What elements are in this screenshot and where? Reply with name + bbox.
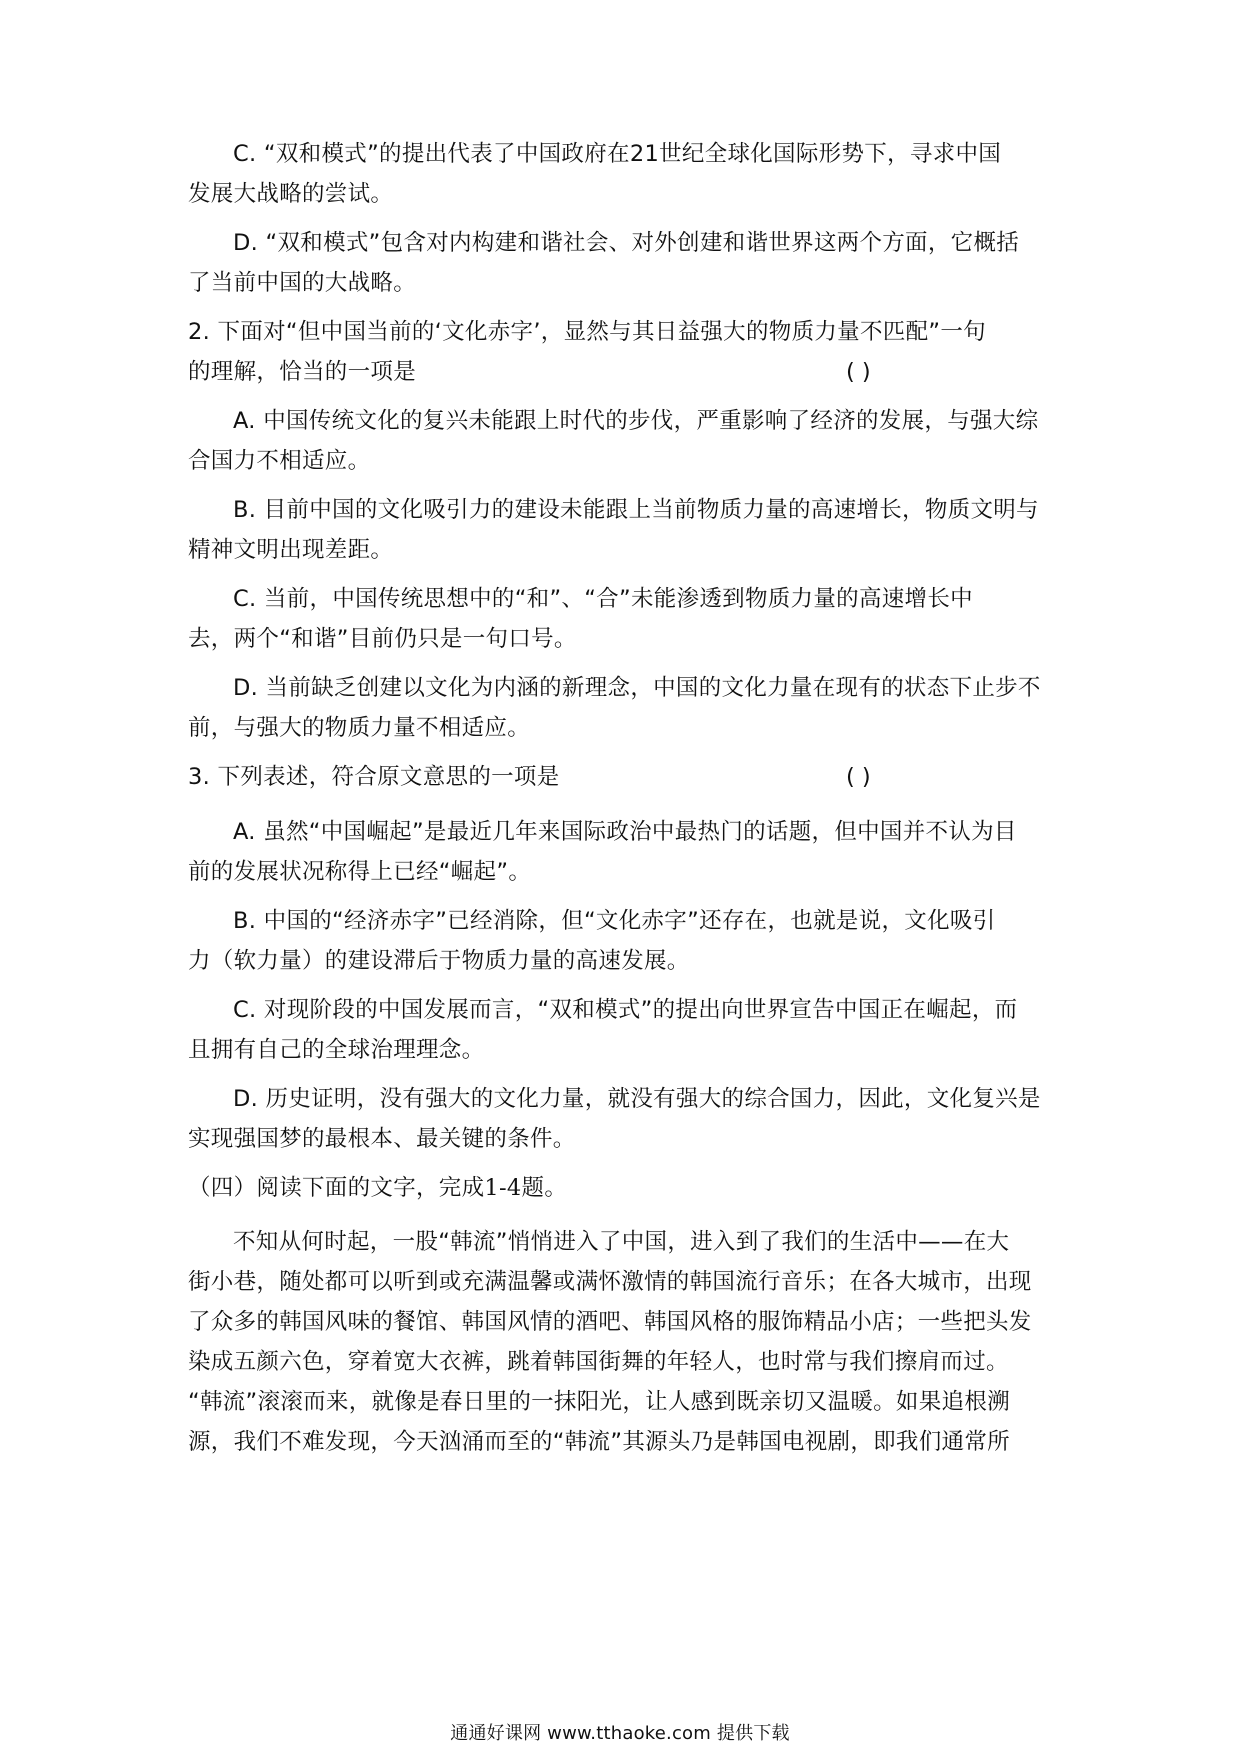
q3-option-a-line2: 前的发展状况称得上已经“崛起”。 bbox=[188, 859, 532, 885]
q3-option-b-line2: 力（软力量）的建设滞后于物质力量的高速发展。 bbox=[188, 948, 690, 974]
passage-line: 源，我们不难发现，今天汹涌而至的“韩流”其源头乃是韩国电视剧，即我们通常所 bbox=[188, 1429, 1010, 1455]
q1-option-c-line2: 发展大战略的尝试。 bbox=[188, 181, 394, 207]
q3-option-a-line1: A. 虽然“中国崛起”是最近几年来国际政治中最热门的话题，但中国并不认为目 bbox=[233, 819, 1017, 845]
page-footer: 通通好课网 www.tthaoke.com 提供下载 bbox=[450, 1723, 790, 1744]
q3-stem bbox=[188, 757, 1058, 797]
q3-stem-line: 3. 下列表述，符合原文意思的一项是 bbox=[188, 764, 560, 790]
passage-line: “韩流”滚滚而来，就像是春日里的一抹阳光，让人感到既亲切又温暖。如果追根溯 bbox=[188, 1389, 1010, 1415]
q3-option-d bbox=[188, 1079, 1058, 1159]
q1-option-c bbox=[188, 134, 1058, 214]
q1-option-c-line1: C. “双和模式”的提出代表了中国政府在21世纪全球化国际形势下，寻求中国 bbox=[233, 141, 1002, 167]
q1-option-d bbox=[188, 223, 1058, 303]
q2-stem bbox=[188, 312, 1058, 392]
passage-line: 染成五颜六色，穿着宽大衣裤，跳着韩国街舞的年轻人，也时常与我们擦肩而过。 bbox=[188, 1349, 1009, 1375]
q2-option-d bbox=[188, 668, 1058, 748]
q2-option-a bbox=[188, 401, 1058, 481]
passage-line: 不知从何时起，一股“韩流”悄悄进入了中国，进入到了我们的生活中——在大 bbox=[233, 1229, 1010, 1255]
passage-line: 了众多的韩国风味的餐馆、韩国风情的酒吧、韩国风格的服饰精品小店；一些把头发 bbox=[188, 1309, 1032, 1335]
q2-stem-line1: 2. 下面对“但中国当前的‘文化赤字’，显然与其日益强大的物质力量不匹配”一句 bbox=[188, 319, 986, 345]
section4-passage bbox=[188, 1222, 1058, 1462]
q3-option-b bbox=[188, 901, 1058, 981]
q2-option-b-line2: 精神文明出现差距。 bbox=[188, 537, 394, 563]
q3-option-d-line2: 实现强国梦的最根本、最关键的条件。 bbox=[188, 1126, 576, 1152]
passage-line: 街小巷，随处都可以听到或充满温馨或满怀激情的韩国流行音乐；在各大城市，出现 bbox=[188, 1269, 1032, 1295]
section4-heading bbox=[188, 1168, 1058, 1208]
q1-option-d-line2: 了当前中国的大战略。 bbox=[188, 270, 417, 296]
q2-option-c bbox=[188, 579, 1058, 659]
q2-option-a-line2: 合国力不相适应。 bbox=[188, 448, 371, 474]
q2-option-d-line2: 前，与强大的物质力量不相适应。 bbox=[188, 715, 531, 741]
q3-option-c-line2: 且拥有自己的全球治理理念。 bbox=[188, 1037, 485, 1063]
section4-heading-text: （四）阅读下面的文字，完成1-4题。 bbox=[188, 1175, 568, 1201]
q3-option-b-line1: B. 中国的“经济赤字”已经消除，但“文化赤字”还存在，也就是说，文化吸引 bbox=[233, 908, 996, 934]
q3-answer-paren: ( ) bbox=[846, 764, 871, 790]
q2-option-b-line1: B. 目前中国的文化吸引力的建设未能跟上当前物质力量的高速增长，物质文明与 bbox=[233, 497, 1039, 523]
q2-option-a-line1: A. 中国传统文化的复兴未能跟上时代的步伐，严重影响了经济的发展，与强大综 bbox=[233, 408, 1039, 434]
q2-option-b bbox=[188, 490, 1058, 570]
q1-option-d-line1: D. “双和模式”包含对内构建和谐社会、对外创建和谐世界这两个方面，它概括 bbox=[233, 230, 1020, 256]
q3-option-d-line1: D. 历史证明，没有强大的文化力量，就没有强大的综合国力，因此，文化复兴是 bbox=[233, 1086, 1041, 1112]
q2-option-c-line2: 去，两个“和谐”目前仍只是一句口号。 bbox=[188, 626, 577, 652]
q3-option-c-line1: C. 对现阶段的中国发展而言，“双和模式”的提出向世界宣告中国正在崛起，而 bbox=[233, 997, 1018, 1023]
q2-stem-line2: 的理解，恰当的一项是 bbox=[188, 359, 417, 385]
q3-option-a bbox=[188, 812, 1058, 892]
q2-answer-paren: ( ) bbox=[846, 359, 871, 385]
q2-option-c-line1: C. 当前，中国传统思想中的“和”、“合”未能渗透到物质力量的高速增长中 bbox=[233, 586, 973, 612]
q2-option-d-line1: D. 当前缺乏创建以文化为内涵的新理念，中国的文化力量在现有的状态下止步不 bbox=[233, 675, 1041, 701]
q3-option-c bbox=[188, 990, 1058, 1070]
